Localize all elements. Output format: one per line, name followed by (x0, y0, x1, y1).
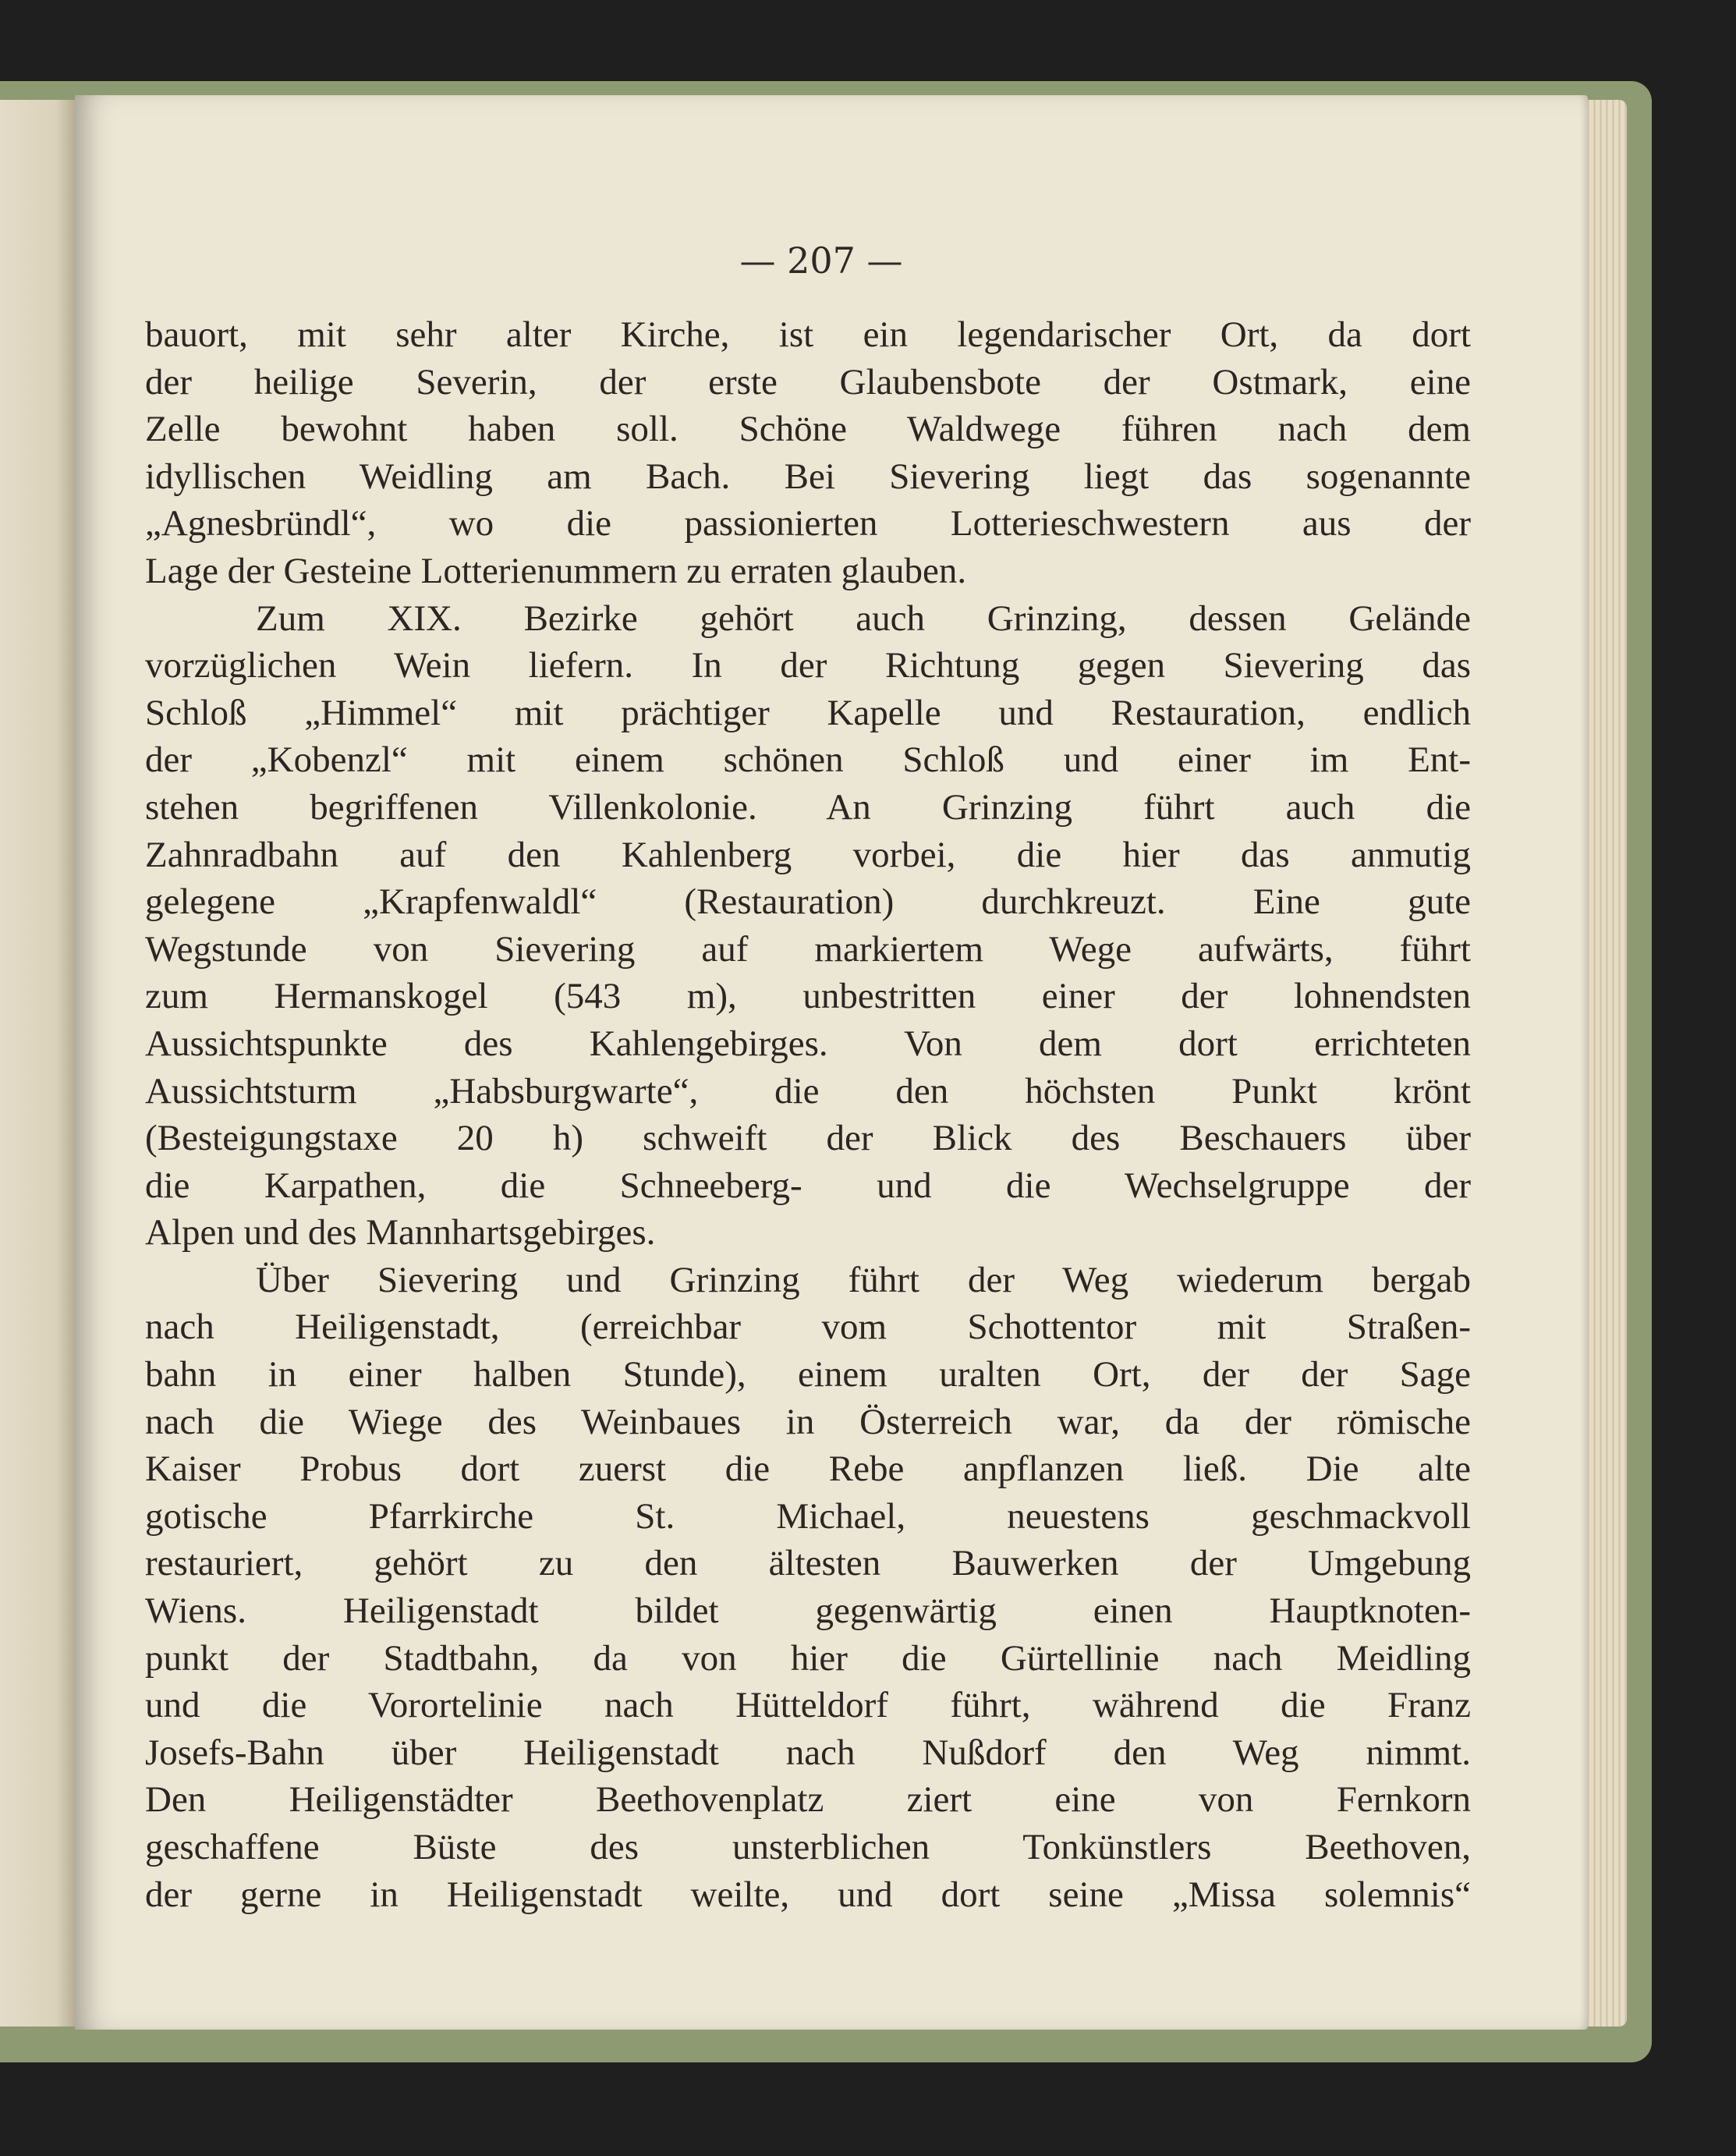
book-page (75, 95, 1588, 2030)
text-line: restauriert, gehört zu den ältesten Bauwerken der Umgebung (145, 1543, 1471, 1584)
text-line: bahn in einer halben Stunde), einem uralten Ort, der der Sage (145, 1354, 1471, 1395)
body-text (145, 311, 1471, 1918)
text-line: die Karpathen, die Schneeberg- und die Wechselgruppe der (145, 1165, 1471, 1206)
text-line: der heilige Severin, der erste Glaubensbote der Ostmark, eine (145, 361, 1471, 402)
text-line: Über Sievering und Grinzing führt der Weg wiederum bergab (256, 1259, 1471, 1300)
text-line: der gerne in Heiligenstadt weilte, und dort seine „Missa solemnis“ (145, 1874, 1471, 1915)
text-line: Wegstunde von Sievering auf markiertem Wege aufwärts, führt (145, 928, 1471, 970)
page-number: — 207 — (739, 239, 903, 282)
text-line: und die Vorortelinie nach Hütteldorf führt, während die Franz (145, 1685, 1471, 1726)
text-line: Den Heiligenstädter Beethovenplatz ziert eine von Fernkorn (145, 1779, 1471, 1821)
text-line: nach Heiligenstadt, (erreichbar vom Schottentor mit Straßen- (145, 1307, 1471, 1348)
text-line: Alpen und des Mannhartsgebirges. (145, 1212, 656, 1254)
left-page-edge (0, 100, 75, 2027)
text-line: gelegene „Krapfenwaldl“ (Restauration) durchkreuzt. Eine gute (145, 881, 1471, 923)
text-line: Zahnradbahn auf den Kahlenberg vorbei, die hier das anmutig (145, 834, 1471, 875)
text-line: Josefs-Bahn über Heiligenstadt nach Nußdorf den Weg nimmt. (145, 1732, 1471, 1773)
text-line: vorzüglichen Wein liefern. In der Richtung gegen Sievering das (145, 645, 1471, 686)
text-line: nach die Wiege des Weinbaues in Österreich war, da der römische (145, 1401, 1471, 1442)
text-line: Schloß „Himmel“ mit prächtiger Kapelle und Restauration, endlich (145, 692, 1471, 733)
text-line: bauort, mit sehr alter Kirche, ist ein legendarischer Ort, da dort (145, 314, 1471, 355)
text-line: Zum XIX. Bezirke gehört auch Grinzing, dessen Gelände (256, 598, 1471, 639)
text-line: geschaffene Büste des unsterblichen Tonkünstlers Beethoven, (145, 1827, 1471, 1867)
text-line: Aussichtsturm „Habsburgwarte“, die den höchsten Punkt krönt (145, 1070, 1471, 1112)
text-line: „Agnesbründl“, wo die passionierten Lotterieschwestern aus der (145, 503, 1471, 544)
text-line: stehen begriffenen Villenkolonie. An Grinzing führt auch die (145, 786, 1471, 828)
text-line: Zelle bewohnt haben soll. Schöne Waldwege führen nach dem (145, 409, 1471, 450)
text-line: idyllischen Weidling am Bach. Bei Sievering liegt das sogenannte (145, 456, 1471, 497)
text-line: zum Hermanskogel (543 m), unbestritten einer der lohnendsten (145, 976, 1471, 1017)
text-line: der „Kobenzl“ mit einem schönen Schloß und einer im Ent- (145, 739, 1471, 781)
text-line: (Besteigungstaxe 20 h) schweift der Blick des Beschauers über (145, 1118, 1471, 1159)
text-line: Wiens. Heiligenstadt bildet gegenwärtig einen Hauptknoten- (145, 1590, 1471, 1632)
text-line: Aussichtspunkte des Kahlengebirges. Von dem dort errichteten (145, 1023, 1471, 1064)
text-line: punkt der Stadtbahn, da von hier die Gürtellinie nach Meidling (145, 1637, 1471, 1679)
text-line: Kaiser Probus dort zuerst die Rebe anpflanzen ließ. Die alte (145, 1449, 1471, 1490)
text-line: Lage der Gesteine Lotterienummern zu erraten glauben. (145, 550, 967, 591)
text-line: gotische Pfarrkirche St. Michael, neuestens geschmackvoll (145, 1495, 1471, 1537)
